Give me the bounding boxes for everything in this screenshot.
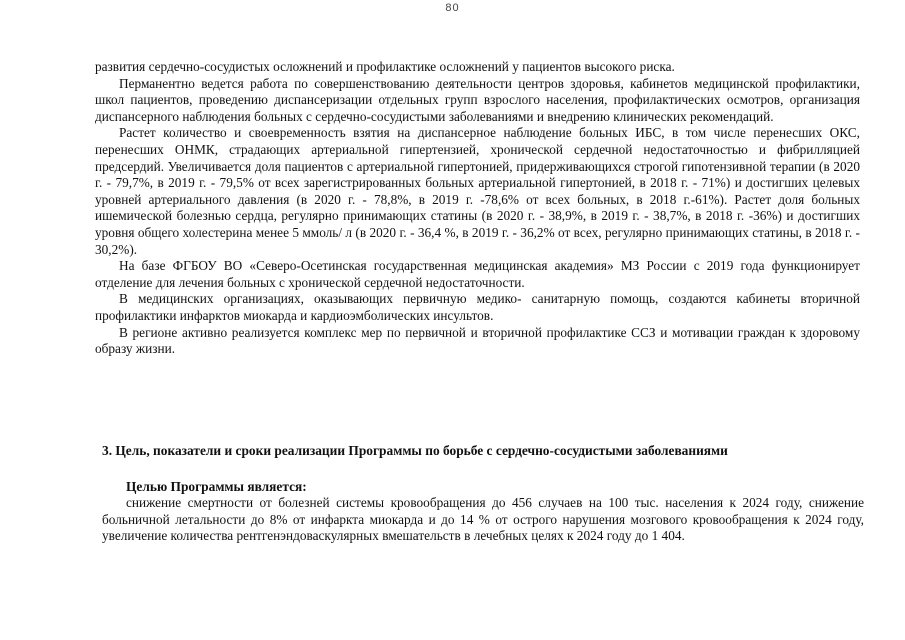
paragraph-continuation: развития сердечно-сосудистых осложнений и профилактике осложнений у пациентов высокого риска.: [95, 59, 675, 74]
paragraph-dispensary-observation: Растет количество и своевременность взятия на диспансерное наблюдение больных ИБС, в том числе перенесших ОКС, перенесших ОНМК, страдающих артериальной гипертензией, хронической сердечной недостаточностью и фибрилляцией предсердий. Увеличивается доля пациентов с артериальной гипертонией, придерживающихся строгой гипотензивной терапии (в 2020 г. - 79,7%, в 2019 г. - 79,5% от всех зарегистрированных больных артериальной гипертонией, в 2018 г. - 71%) и достигших целевых уровней артериального давления (в 2020 г. - 78,8%, в 2019 г. -78,6% от всех больных, в 2018 г.-61%). Растет доля больных ишемической болезнью сердца, регулярно принимающих статины (в 2020 г. - 38,9%, в 2019 г. - 38,7%, в 2018 г. -36%) и достигших уровня общего холестерина менее 5 ммоль/ л (в 2020 г. - 36,4 %, в 2019 г. - 36,2% от всех, регулярно принимающих статины, в 2018 г. - 30,2%).: [95, 125, 860, 257]
goal-subheading: Целью Программы является:: [126, 479, 307, 494]
paragraph-region-measures: В регионе активно реализуется комплекс мер по первичной и вторичной профилактике ССЗ и мотивации граждан к здоровому образу жизни.: [95, 324, 860, 357]
paragraph-academy-department: На базе ФГБОУ ВО «Северо-Осетинская государственная медицинская академия» МЗ России с 2019 года функционирует отделение для лечения больных с хронической сердечной недостаточности.: [95, 258, 860, 290]
section-heading: 3. Цель, показатели и сроки реализации Программы по борьбе с сердечно-сосудистыми заболеваниями: [102, 443, 728, 458]
page-number: 80: [445, 2, 460, 14]
document-body: [95, 59, 860, 358]
goal-text: снижение смертности от болезней системы кровообращения до 456 случаев на 100 тыс. населения к 2024 году, снижение больничной летальности до 8% от инфаркта миокарда и до 14 % от острого нарушения мозгового кровообращения к 2024 году, увеличение количества рентгенэндоваскулярных вмешательств в лечебных целях к 2024 году до 1 404.: [102, 495, 864, 544]
paragraph-health-centers: Перманентно ведется работа по совершенствованию деятельности центров здоровья, кабинетов медицинской профилактики, школ пациентов, проведению диспансеризации отдельных групп взрослого населения, профилактических осмотров, организация диспансерного наблюдения больных с сердечно-сосудистыми заболеваниями и внедрению клинических рекомендаций.: [95, 75, 860, 124]
program-goal-section: [102, 443, 864, 545]
paragraph-prevention-rooms: В медицинских организациях, оказывающих первичную медико- санитарную помощь, создаются кабинеты вторичной профилактики инфарктов миокарда и кардиоэмболических инсультов.: [95, 291, 860, 323]
